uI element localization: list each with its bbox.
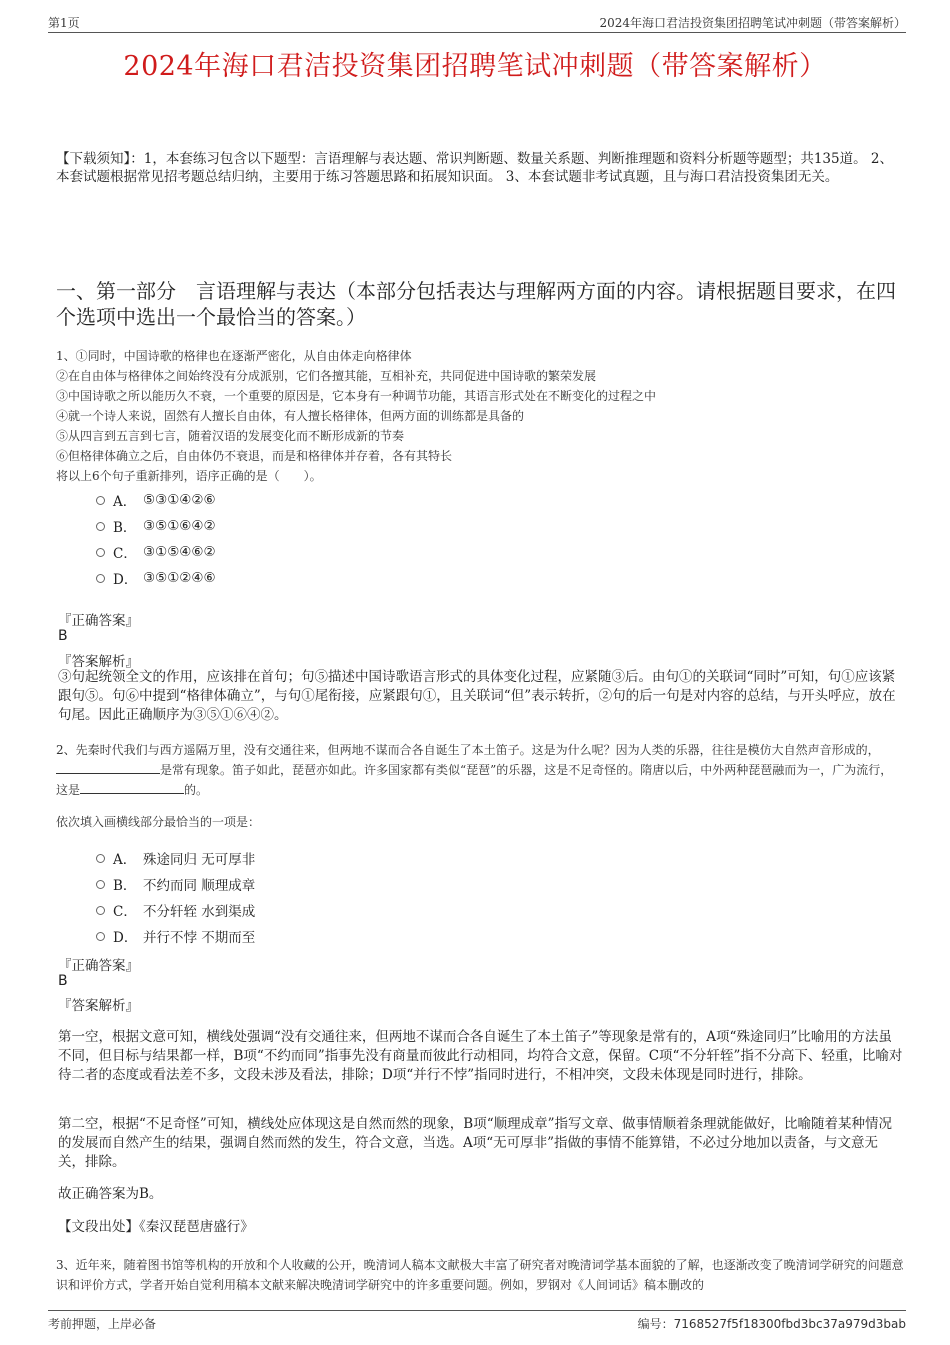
radio-icon[interactable] (96, 906, 105, 915)
q1-answer: B (58, 628, 68, 644)
question-1-text (56, 346, 904, 486)
q1-line: 1、①同时，中国诗歌的格律也在逐渐严密化，从自由体走向格律体 (56, 349, 412, 363)
fill-blank-2[interactable] (80, 781, 184, 794)
q1-line: ⑥但格律体确立之后，自由体仍不衰退，而是和格律体并存着，各有其特长 (56, 449, 453, 463)
q1-option-b[interactable]: B． ③⑤①⑥④② (96, 516, 216, 536)
section-heading: 一、第一部分 言语理解与表达（本部分包括表达与理解两方面的内容。请根据题目要求，在四个选项中选出一个最恰当的答案。） (56, 279, 896, 329)
radio-icon[interactable] (96, 548, 105, 557)
q1-line: 将以上6个句子重新排列，语序正确的是（ ）。 (56, 469, 322, 483)
q1-line: ③中国诗歌之所以能历久不衰，一个重要的原因是，它本身有一种调节功能，其语言形式处在不断变化的过程之中 (56, 389, 657, 403)
q2-analysis-para-1: 第一空，根据文意可知，横线处强调“没有交通往来，但两地不谋而合各自诞生了本土笛子”等现象是常有的，A项“殊途同归”比喻用的方法虽不同，但目标与结果都一样，B项“不约而同”指事先没有商量而彼此行动相同，均符合文意，保留。C项“不分轩轾”指不分高下、轻重，比喻对待二者的态度或看法差不多，文段未涉及看法，排除；D项“并行不悖”指同时进行，不相冲突，文段未体现是同时进行，排除。 (58, 1029, 903, 1083)
q1-analysis-heading: 『答案解析』 (58, 654, 139, 670)
q1-line: ④就一个诗人来说，固然有人擅长自由体，有人擅长格律体，但两方面的训练都是具备的 (56, 409, 525, 423)
q2-analysis-heading: 『答案解析』 (58, 998, 139, 1014)
radio-icon[interactable] (96, 880, 105, 889)
radio-icon[interactable] (96, 522, 105, 531)
q2-answer-heading: 『正确答案』 (58, 958, 139, 974)
page-number: 第1页 (48, 16, 80, 30)
q2-option-b[interactable]: B． 不约而同 顺理成章 (96, 874, 255, 894)
q1-answer-heading: 『正确答案』 (58, 613, 139, 629)
q2-option-c[interactable]: C． 不分轩轾 水到渠成 (96, 900, 255, 920)
q1-line: ⑤从四言到五言到七言，随着汉语的发展变化而不断形成新的节奏 (56, 429, 405, 443)
footer-slogan: 考前押题，上岸必备 (48, 1317, 157, 1331)
footer-code: 编号：7168527f5f18300fbd3bc37a979d3bab (637, 1317, 906, 1331)
header-title: 2024年海口君洁投资集团招聘笔试冲刺题（带答案解析） (599, 16, 906, 30)
q2-analysis-para-2: 第二空，根据“不足奇怪”可知，横线处应体现这是自然而然的现象，B项“顺理成章”指写文章、做事情顺着条理就能做好，比喻随着某种情况的发展而自然产生的结果，强调自然而然的发生，符合文意，当选。A项“无可厚非”指做的事情不能算错，不必过分地加以责备，与文意无关，排除。 (58, 1116, 893, 1170)
q2-option-a[interactable]: A． 殊途同归 无可厚非 (96, 848, 255, 868)
q2-prompt: 依次填入画横线部分最恰当的一项是： (56, 815, 261, 829)
question-2-text: 2、先秦时代我们与西方遥隔万里，没有交通往来，但两地不谋而合各自诞生了本土笛子。这是为什么呢？因为人类的乐器，往往是模仿大自然声音形成的，是常有现象。笛子如此，琵琶亦如此。许多国家都有类似“琵琶”的乐器，这是不足奇怪的。隋唐以后，中外两种琵琶融而为一，广为流行，这是 的。 (56, 743, 893, 797)
q1-option-a[interactable]: A． ⑤③①④②⑥ (96, 490, 216, 510)
q2-analysis-para-3: 故正确答案为B。 (58, 1186, 163, 1202)
footer-rule (48, 1310, 906, 1311)
question-3-text: 3、近年来，随着图书馆等机构的开放和个人收藏的公开，晚清词人稿本文献极大丰富了研究者对晚清词学基本面貌的了解，也逐渐改变了晚清词学研究的问题意识和评价方式，学者开始自觉利用稿本文献来解决晚清词学研究中的许多重要问题。例如，罗钢对《人间词话》稿本删改的 (56, 1258, 904, 1292)
radio-icon[interactable] (96, 574, 105, 583)
page-title: 2024年海口君洁投资集团招聘笔试冲刺题（带答案解析） (123, 51, 827, 82)
radio-icon[interactable] (96, 496, 105, 505)
q1-option-d[interactable]: D． ③⑤①②④⑥ (96, 568, 216, 588)
download-notice: 【下载须知】：1，本套练习包含以下题型：言语理解与表达题、常识判断题、数量关系题、判断推理题和资料分析题等题型；共135道。 2、本套试题根据常见招考题总结归纳，主要用于练习答题思路和拓展知识面。 3、本套试题非考试真题，且与海口君洁投资集团无关。 (56, 151, 893, 185)
radio-icon[interactable] (96, 932, 105, 941)
q2-source: 【文段出处】《秦汉琵琶唐盛行》 (58, 1219, 254, 1235)
q2-answer: B (58, 973, 68, 989)
fill-blank-1[interactable] (56, 761, 160, 774)
header-rule (48, 32, 906, 33)
q2-option-d[interactable]: D． 并行不悖 不期而至 (96, 926, 255, 946)
q1-option-c[interactable]: C． ③①⑤④⑥② (96, 542, 216, 562)
q1-analysis: ③句起统领全文的作用，应该排在首句；句⑤描述中国诗歌语言形式的具体变化过程，应紧随③后。由句①的关联词“同时”可知，句①应该紧跟句⑤。句⑥中提到“格律体确立”，与句①尾衔接，应紧跟句①，且关联词“但”表示转折，②句的后一句是对内容的总结，与开头呼应，放在句尾。因此正确顺序为③⑤①⑥④②。 (58, 669, 896, 723)
q1-line: ②在自由体与格律体之间始终没有分成派别，它们各擅其能，互相补充，共同促进中国诗歌的繁荣发展 (56, 369, 597, 383)
radio-icon[interactable] (96, 854, 105, 863)
